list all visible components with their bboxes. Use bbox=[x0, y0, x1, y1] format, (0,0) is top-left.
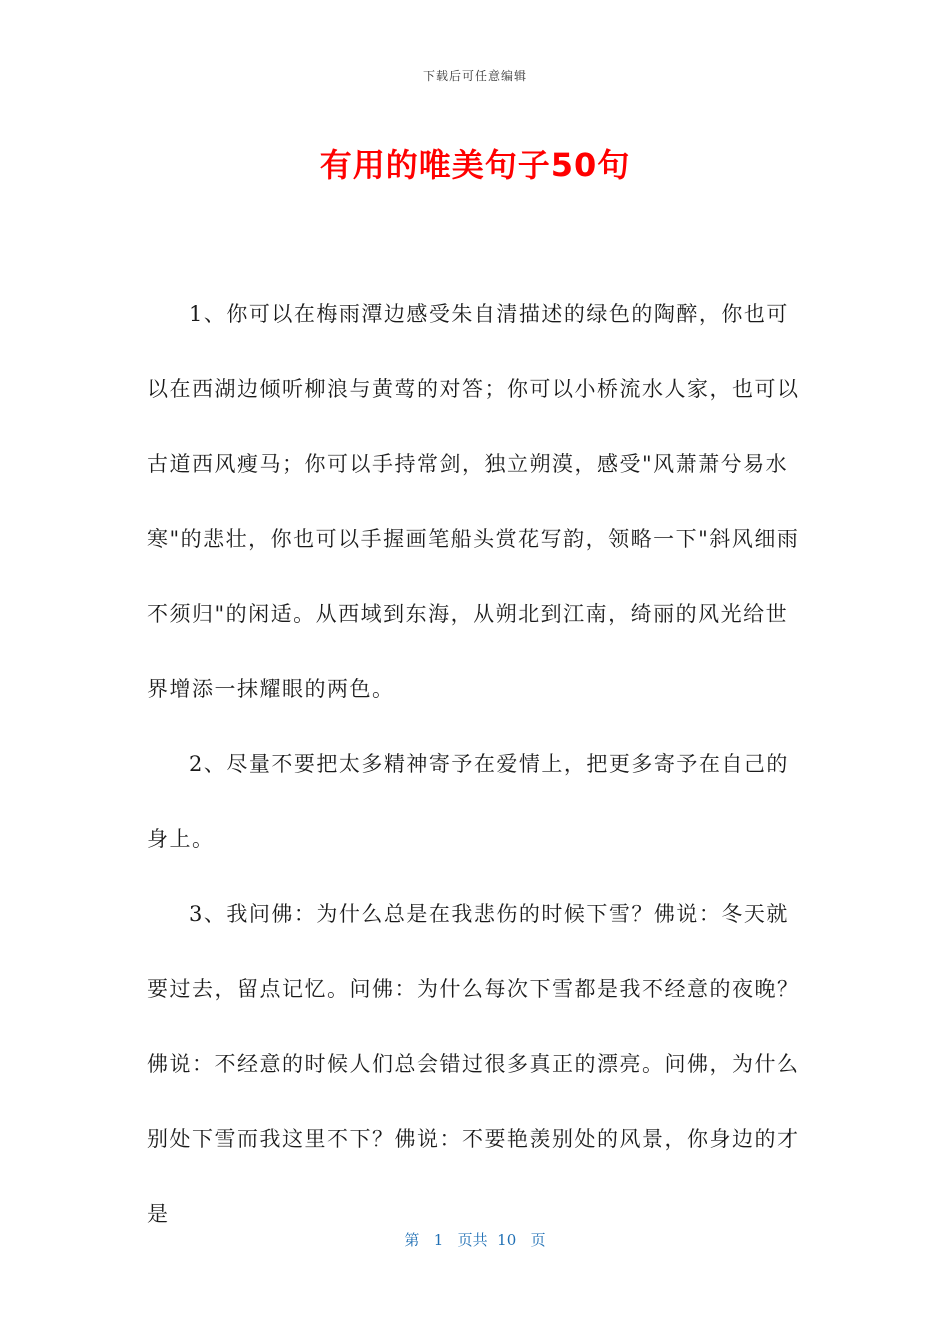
footer-middle: 页共 bbox=[457, 1231, 488, 1249]
footer-current-page: 1 bbox=[433, 1231, 444, 1249]
document-body bbox=[147, 277, 807, 1252]
footer-suffix: 页 bbox=[530, 1231, 546, 1249]
paragraph-1: 1、你可以在梅雨潭边感受朱自清描述的绿色的陶醉，你也可以在西湖边倾听柳浪与黄莺的对答；你可以小桥流水人家，也可以古道西风瘦马；你可以手持常剑，独立朔漠，感受"风萧萧兮易水寒"的悲壮，你也可以手握画笔船头赏花写韵，领略一下"斜风细雨不须归"的闲适。从西域到东海，从朔北到江南，绮丽的风光给世界增添一抹耀眼的两色。 bbox=[147, 302, 800, 701]
paragraph-3: 3、我问佛：为什么总是在我悲伤的时候下雪？佛说：冬天就要过去，留点记忆。问佛：为什么每次下雪都是我不经意的夜晚？佛说：不经意的时候人们总会错过很多真正的漂亮。问佛，为什么别处下雪而我这里不下？佛说：不要艳羡别处的风景，你身边的才是 bbox=[147, 902, 800, 1226]
document-title: 有用的唯美句子50句 bbox=[319, 146, 631, 184]
footer-prefix: 第 bbox=[404, 1231, 420, 1249]
page-footer bbox=[0, 1229, 950, 1250]
paragraph-2: 2、尽量不要把太多精神寄予在爱情上，把更多寄予在自己的身上。 bbox=[147, 752, 789, 851]
header-note: 下载后可任意编辑 bbox=[422, 69, 527, 83]
footer-total-pages: 10 bbox=[497, 1231, 517, 1249]
